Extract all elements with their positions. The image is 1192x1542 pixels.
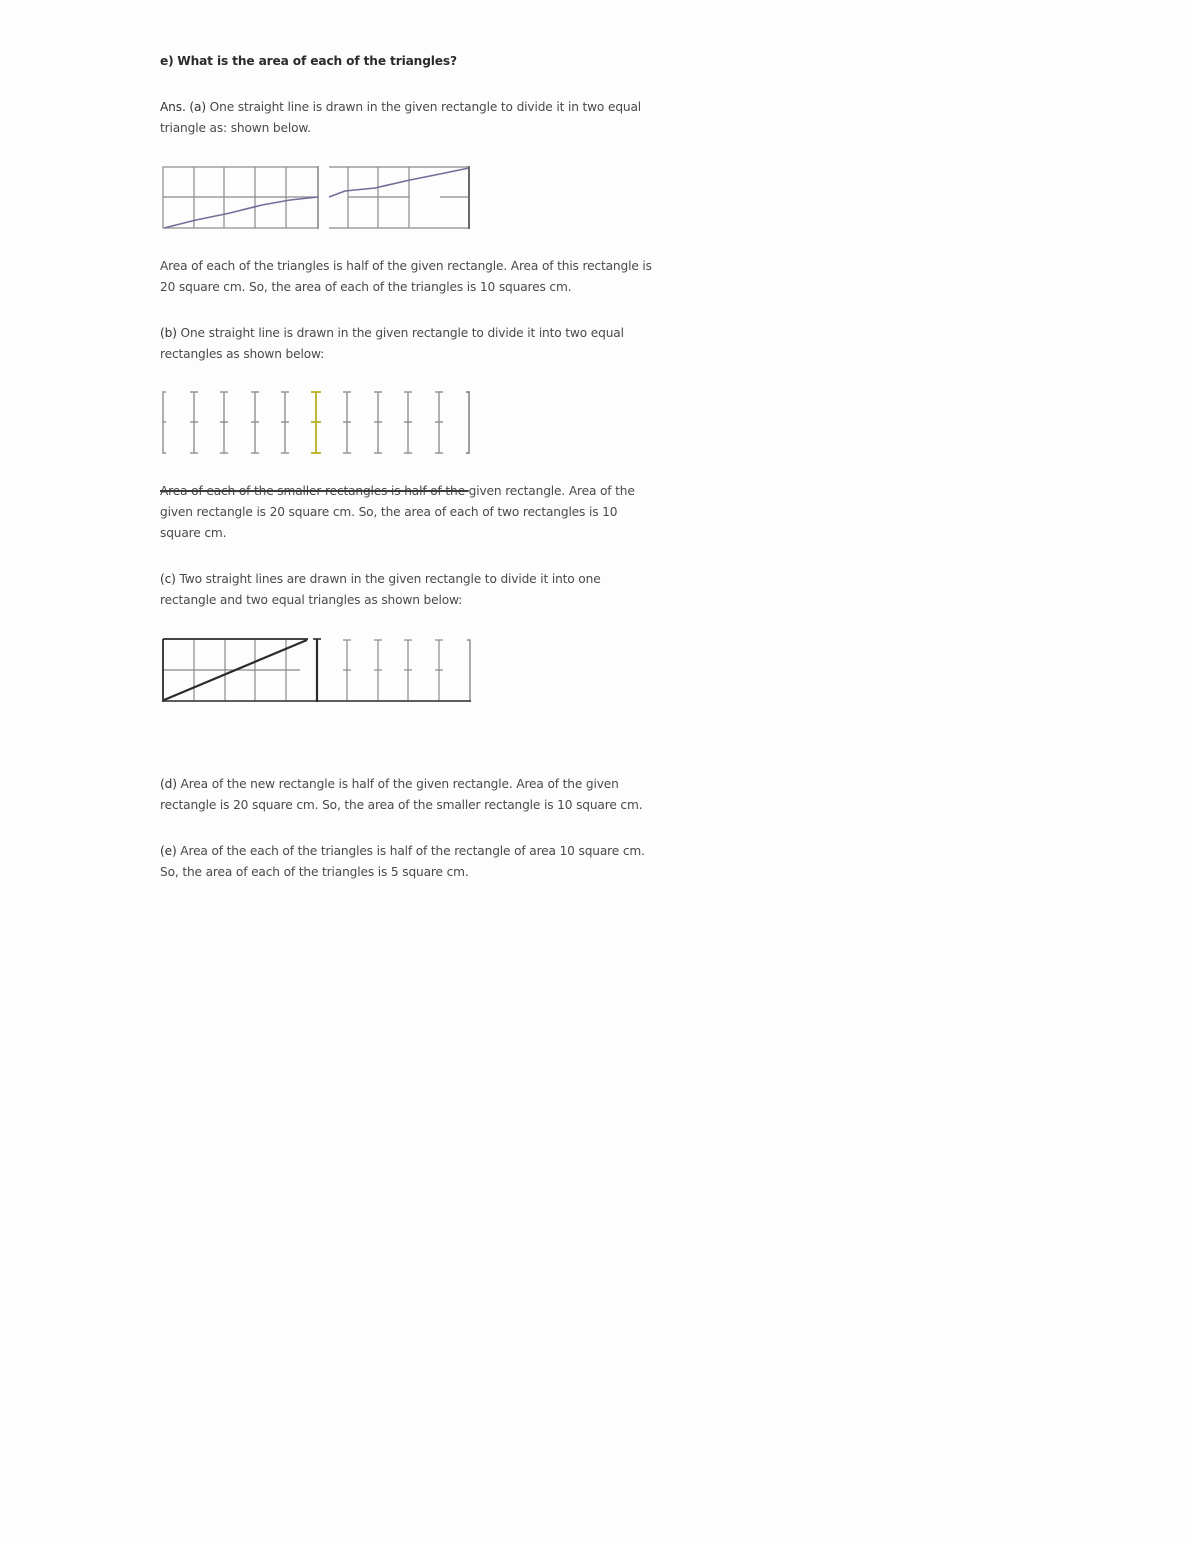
answer-d: [160, 774, 660, 816]
answer-a: [160, 97, 660, 139]
answer-b: [160, 323, 660, 365]
answer-e: [160, 841, 660, 883]
answer-b-text: One straight line is drawn in the given rectangle to divide it into two equal rectangles as shown below:: [160, 326, 624, 361]
answer-a-text: One straight line is drawn in the given rectangle to divide it in two equal triangle as: shown below.: [160, 100, 642, 135]
answer-a-prefix: Ans. (a): [160, 100, 206, 114]
figure-a-diagonal-grid: [155, 160, 485, 235]
answer-c-text: Two straight lines are drawn in the given rectangle to divide it into one rectangle and two equal triangles as shown below:: [160, 572, 601, 607]
question-e: [160, 51, 660, 72]
question-label: e): [160, 54, 174, 68]
question-text: What is the area of each of the triangles?: [177, 54, 457, 68]
figure-b-halved-rectangle: [155, 385, 485, 460]
answer-c-prefix: (c): [160, 572, 176, 586]
answer-d-text: Area of the new rectangle is half of the given rectangle. Area of the given rectangle is 20 square cm. So, the area of the smaller rectangle is 10 square cm.: [160, 777, 643, 812]
dividing-line-highlight: [311, 392, 321, 453]
answer-a-explanation: Area of each of the triangles is half of the given rectangle. Area of this rectangle is 20 square cm. So, the area of each of the triangles is 10 squares cm.: [160, 259, 652, 294]
struck-text: Area of each of the smaller rectangles is half of the: [160, 484, 469, 498]
answer-b-explanation: [160, 481, 660, 544]
answer-d-prefix: (d): [160, 777, 177, 791]
answer-e-text: Area of the each of the triangles is half of the rectangle of area 10 square cm. So, the area of each of the triangles is 5 square cm.: [160, 844, 645, 879]
answer-b-prefix: (b): [160, 326, 177, 340]
figure-c-rectangle-and-triangles: [155, 630, 485, 710]
explanation-rest: given rectangle. Area of the given rectangle is 20 square cm. So, the area of each of two rectangles is 10 square cm.: [160, 484, 635, 540]
answer-c: [160, 569, 660, 611]
answer-e-prefix: (e): [160, 844, 177, 858]
